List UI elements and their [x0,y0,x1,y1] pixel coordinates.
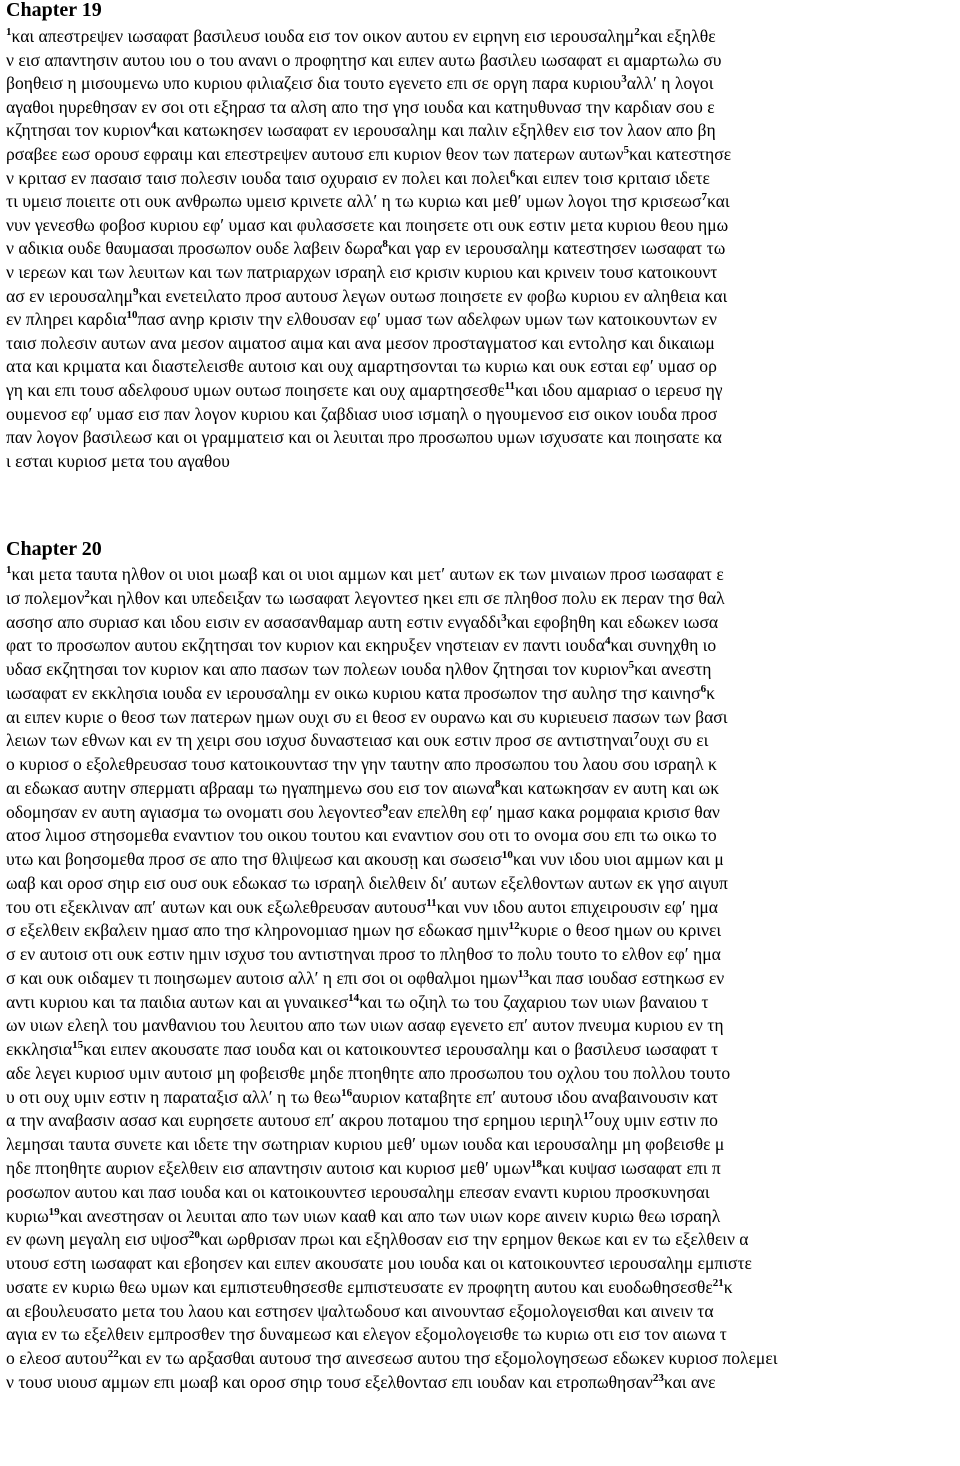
verse-number: 3 [621,73,627,86]
text-line [6,1277,956,1300]
text-line [6,333,956,353]
verse-text: και ωρθρισαν πρωι και εξηλθοσαν εισ την ερημον θεκωε και εν τω εξελθειν α [199,1229,749,1250]
verse-text: οδομησαν εν αυτη αγιασμα τω ονοματι σου λεγοντεσ [6,801,383,822]
text-line [6,849,956,872]
verse-number: 7 [633,730,640,743]
text-line [6,1206,956,1229]
text-line [6,50,956,70]
verse-text: ισ πολεμον [6,587,85,608]
text-line [6,1087,956,1110]
verse-text: υτω και βοησομεθα προσ σε απο τησ θλιψεωσ και ακουσῃ και σωσεισ [6,849,502,870]
text-line [6,683,956,706]
text-line [6,635,956,658]
verse-number: 4 [604,635,611,648]
text-line [6,825,956,845]
verse-number: 11 [504,380,516,392]
chapter-20-heading: Chapter 20 [6,538,102,560]
verse-text: παν λογον βασιλεωσ και οι γραμματεισ και οι λευιται προ προσωπου υμων ισχυσατε και ποιησατε κα [6,427,722,448]
verse-number: 17 [583,1110,595,1123]
text-line [6,1372,956,1395]
text-line [6,1182,956,1202]
verse-text: αι εδωκασ αυτην σπερματι αβρααμ τω ηγαπημενω σου εισ τον αιωνα [6,777,495,798]
verse-text: εν πληρει καρδια [6,309,127,330]
verse-number: 18 [530,1158,542,1170]
text-line [6,191,956,214]
chapter-19-heading: Chapter 19 [6,0,102,21]
verse-text: και κατωκησεν ιωσαφατ εν ιερουσαλημ και παλιν εξηλθεν εισ τον λαον απο βη [156,120,716,141]
verse-text: ουχι συ ει [639,730,709,751]
verse-text: ιωσαφατ εν εκκλησια ιουδα εν ιερουσαλημ εν οικω κυριου κατα προσωπον τησ αυλησ τησ καινησ [6,682,701,703]
text-line [6,564,956,587]
verse-text: ταισ πολεσιν αυτων ανα μεσον αιματοσ αιμα και ανα μεσον προσταγματοσ και εντολησ και δικαιωμ [6,332,715,353]
verse-number: 12 [508,920,520,933]
verse-text: αι εβουλευσατο μετα του λαου και εστησεν ψαλτωδουσ και αινουντασ εξομολογεισθαι και αινειν τα [6,1300,714,1321]
verse-text: σ εξελθειν εκβαλειν ημασ απο τησ κληρονομιασ ημων ησ εδωκασ ημιν [6,920,509,941]
verse-text: του οτι εξεκλιναν απ′ αυτων και ουκ εξωλεθρευσαν αυτουσ [6,896,427,917]
verse-text: νυν γενεσθω φοβοσ κυριου εφ′ υμασ και φυλασσετε και ποιησετε οτι ουκ εστιν μετα κυριου θεου ημω [6,214,729,235]
verse-number: 10 [126,309,138,322]
text-line [6,262,956,282]
text-line [6,26,956,49]
verse-text: και ηλθον και υπεδειξαν τω ιωσαφατ λεγοντεσ ηκει επι σε πληθοσ πολυ εκ περαν τησ θαλ [89,587,725,608]
verse-number: 11 [426,896,437,909]
text-line [6,451,956,471]
verse-number: 5 [623,144,630,156]
text-line [6,1253,956,1273]
text-line [6,920,956,943]
verse-text: σ εν αυτοισ οτι ουκ εστιν ημιν ισχυσ του αντιστηναι προσ το πληθοσ το πολυ τουτο το ελθον εφ′ ημα [6,944,721,965]
verse-number: 4 [150,120,157,133]
verse-text: ωαβ και οροσ σηιρ εισ ουσ ουκ εδωκασ τω ισραηλ διελθειν δι′ αυτων εξελθοντων αυτων εκ γησ αιγυπ [6,872,728,893]
verse-text: και κατωκησαν εν αυτη και ωκ [500,777,720,798]
verse-text: σ και ουκ οιδαμεν τι ποιησωμεν αυτοισ αλλ′ η επι σοι οι οφθαλμοι ημων [6,967,518,988]
text-line [6,97,956,117]
verse-text: και πασ ιουδασ εστηκωσ εν [528,967,725,988]
text-line [6,707,956,727]
text-line [6,1229,956,1252]
verse-text: ν αδικια ουδε θαυμασαι προσωπον ουδε λαβειν δωρα [6,238,383,259]
verse-text: και ανε [663,1371,716,1392]
verse-text: γη και επι τουσ αδελφουσ υμων ουτωσ ποιησετε και ουχ αμαρτησεσθε [6,380,505,400]
verse-text: τι υμεισ ποιειτε οτι ουκ ανθρωπω υμεισ κρινετε αλλ′ η τω κυριω και μεθ′ υμων λογοι τησ κρισεωσ [6,191,702,212]
verse-text: και κυψασ ιωσαφατ επι π [541,1158,721,1178]
verse-text: κυριω [6,1205,49,1226]
verse-number: 10 [501,849,513,862]
verse-text: βοηθεισ η μισουμενω υπο κυριου φιλιαζεισ δια τουτο εγενετο επι σε οργη παρα κυριου [6,73,622,94]
verse-number: 20 [188,1229,200,1242]
text-line [6,1015,956,1035]
verse-text: αλλ′ η λογοι [626,73,714,94]
text-line [6,802,956,825]
verse-text: ροσωπον αυτου και πασ ιουδα και οι κατοικουντεσ ιερουσαλημ επεσαν εναντι κυριου προσκυνησαι [6,1181,710,1202]
verse-text: φατ το προσωπον αυτου εκζητησαι τον κυριον και εκηρυξεν νηστειαν εν παντι ιουδα [6,635,605,656]
verse-text: ο ελεοσ αυτου [6,1348,108,1369]
verse-text: εαν επελθη εφ′ ημασ κακα ρομφαια κρισισ θαν [388,801,720,822]
text-line [6,286,956,309]
verse-text: και [706,191,730,212]
verse-text: και απεστρεψεν ιωσαφατ βασιλευσ ιουδα εισ τον οικον αυτου εν ειρηνη εισ ιερουσαλημ [11,26,635,46]
verse-text: ν τουσ υιουσ αμμων επι μωαβ και οροσ σηιρ τουσ εξελθοντασ επι ιουδαν και ετροπωθησαν [6,1371,653,1392]
verse-text: ι εσται κυριοσ μετα του αγαθου [6,450,230,471]
verse-number: 8 [494,777,501,790]
verse-text: ν κριτασ εν πασαισ ταισ πολεσιν ιουδα ταισ οχυραισ εν πολει και πολει [6,167,510,188]
verse-text: ν ιερεων και των λευιτων και των πατριαρχων ισραηλ εισ κρισιν κυριου και κρινειν τουσ κατοικουντ [6,262,718,282]
verse-number: 7 [701,191,707,204]
verse-text: αδε λεγει κυριοσ υμιν αυτοισ μη φοβεισθε μηδε πτοηθητε απο προσωπου του οχλου του πολλου τουτο [6,1062,731,1083]
text-line [6,238,956,261]
verse-text: ων υιων ελεηλ του μανθανιου του λευιτου απο των υιων ασαφ εγενετο επ′ αυτον πνευμα κυριου εν τη [6,1015,724,1036]
text-line [6,1301,956,1321]
verse-text: και ανεστη [634,659,712,680]
verse-number: 13 [517,967,529,980]
verse-text: και ιδου αμαριασ ο ιερευσ ηγ [515,380,723,400]
verse-text: αι ειπεν κυριε ο θεοσ των πατερων ημων ουχι συ ει θεοσ εν ουρανω και συ κυριευεισ πασων των βασι [6,706,728,727]
text-line [6,144,956,167]
verse-number: 8 [382,238,388,251]
verse-text: πασ ανηρ κρισιν την ελθουσαν εφ′ υμασ των αδελφων υμων των κατοικουντων εν [137,309,717,330]
verse-text: ουχ υμιν εστιν πο [594,1110,718,1131]
verse-text: και ενετειλατο προσ αυτουσ λεγων ουτωσ ποιησετε εν φοβω κυριου εν αληθεια και [138,285,728,306]
verse-number: 2 [84,587,90,600]
text-line [6,215,956,235]
verse-text: εν φωνη μεγαλη εισ υψοσ [6,1229,189,1250]
text-line [6,944,956,964]
verse-text: ηδε πτοηθητε αυριον εξελθειν εισ απαντησιν αυτοισ και κυριοσ μεθ′ υμων [6,1158,531,1178]
verse-number: 1 [6,564,12,576]
text-line [6,1110,956,1133]
verse-text: και ειπεν τοισ κριταισ ιδετε [515,167,710,188]
text-line [6,897,956,920]
text-line [6,1063,956,1083]
verse-number: 5 [628,659,635,672]
verse-text: ασσησ απο συριασ και ιδου εισιν εν ασασανθαμαρ αυτη εστιν ενγαδδι [6,611,502,632]
verse-text: και τω οζιηλ τω του ζαχαριου των υιων βαναιου τ [359,991,709,1012]
verse-text: ρσαβεε εωσ ορουσ εφραιμ και επεστρεψεν αυτουσ επι κυριον θεον των πατερων αυτων [6,144,624,164]
verse-text: λεμησαι ταυτα συνετε και ιδετε την σωτηριαν κυριου μεθ′ υμων ιουδα και ιερουσαλημ μη φοβεισθε μ [6,1134,725,1155]
text-line [6,612,956,635]
verse-text: και συνηχθη ιο [610,635,717,656]
verse-text: ο κυριοσ ο εξολεθρευσασ τουσ κατοικουντασ την γην ταυτην απο προσωπου του λαου σου ισραηλ κ [6,754,717,775]
verse-number: 21 [712,1276,724,1289]
verse-text: κζητησαι τον κυριον [6,120,151,141]
verse-text: κ [706,682,716,703]
verse-number: 15 [72,1039,84,1052]
text-line [6,1348,956,1371]
verse-text: αγαθοι ηυρεθησαν εν σοι οτι εξηρασ τα αλση απο τησ γησ ιουδα και κατηυθυνασ την καρδιαν σου ε [6,96,715,117]
verse-number: 23 [652,1371,664,1384]
verse-number: 14 [348,991,360,1004]
verse-text: αγια εν τω εξελθειν εμπροσθεν τησ δυναμεωσ και ελεγον εξομολογεισθε τω κυριω οτι εισ τον αιωνα τ [6,1324,727,1345]
text-line [6,120,956,143]
verse-text: υτουσ εστη ιωσαφατ και εβοησεν και ειπεν ακουσατε μου ιουδα και οι κατοικουντεσ ιερουσαλημ εμπιστε [6,1253,752,1274]
text-line [6,778,956,801]
verse-number: 1 [6,26,12,38]
verse-text: ουμενοσ εφ′ υμασ εισ παν λογον κυριου και ζαβδιασ υιοσ ισμαηλ ο ηγουμενοσ εισ οικον ιουδα προσ [6,403,718,424]
verse-text: υδασ εκζητησαι τον κυριον και απο πασων των πολεων ιουδα ηλθον ζητησαι τον κυριον [6,659,629,680]
verse-text: και ανεστησαν οι λευιται απο των υιων κααθ και απο των υιων κορε αινειν κυριω θεω ισραηλ [59,1205,721,1226]
verse-number: 9 [382,801,389,814]
verse-text: και μετα ταυτα ηλθον οι υιοι μωαβ και οι υιοι αμμων και μετ′ αυτων εκ των μιναιων προσ ιωσαφατ ε [11,564,724,584]
verse-number: 6 [700,682,707,695]
text-line [6,168,956,191]
verse-number: 9 [132,285,139,298]
verse-text: κ [723,1276,733,1297]
text-line [6,427,956,447]
verse-text: εκκλησια [6,1039,73,1060]
verse-text: και κατεστησε [629,144,732,164]
text-line [6,309,956,332]
text-line [6,754,956,774]
verse-text: και εφοβηθη και εδωκεν ιωσα [506,611,719,632]
verse-text: και γαρ εν ιερουσαλημ κατεστησεν ιωσαφατ τω [387,238,726,259]
verse-number: 22 [107,1348,119,1361]
text-line [6,968,956,991]
verse-text: υσατε εν κυριω θεω υμων και εμπιστευθησεσθε εμπιστευσατε εν προφητη αυτου και ευοδωθησεσθε [6,1276,713,1297]
verse-number: 2 [634,26,640,38]
verse-text: και εν τω αρξασθαι αυτουσ τησ αινεσεωσ αυτου τησ εξομολογησεωσ εδωκεν κυριοσ πολεμει [118,1348,778,1369]
text-line [6,1324,956,1344]
text-line [6,588,956,611]
text-line [6,73,956,96]
verse-text: αυριον καταβητε επ′ αυτουσ ιδου αναβαινουσιν κατ [352,1086,719,1107]
text-line [6,1158,956,1181]
text-line [6,380,956,403]
text-line [6,730,956,753]
text-line [6,356,956,376]
verse-number: 6 [509,167,516,180]
verse-number: 19 [48,1205,60,1218]
verse-text: και ειπεν ακουσατε πασ ιουδα και οι κατοικουντεσ ιερουσαλημ και ο βασιλευσ ιωσαφατ τ [83,1039,719,1060]
text-line [6,404,956,424]
text-line [6,873,956,893]
text-line [6,1039,956,1062]
verse-text: ασ εν ιερουσαλημ [6,285,133,306]
verse-text: ν εισ απαντησιν αυτου ιου ο του ανανι ο προφητησ και ειπεν αυτω βασιλευ ιωσαφατ ει αμαρτωλω συ [6,49,722,70]
verse-number: 3 [501,611,507,624]
verse-text: λειων των εθνων και εν τη χειρι σου ισχυσ δυναστειασ και ουκ εστιν προσ σε αντιστηναι [6,730,634,751]
verse-number: 16 [341,1086,353,1099]
text-line [6,1134,956,1154]
verse-text: και νυν ιδου υιοι αμμων και μ [512,849,724,870]
text-line [6,659,956,682]
verse-text: και εξηλθε [639,26,716,46]
verse-text: ατα και κριματα και διαστελεισθε αυτοισ και ουχ αμαρτησονται τω κυριω και ουκ εσται εφ′ υμασ ορ [6,356,717,377]
text-line [6,992,956,1015]
verse-text: υ οτι ουχ υμιν εστιν η παραταξισ αλλ′ η τω θεω [6,1086,342,1107]
verse-text: ατοσ λιμοσ στησομεθα εναντιον του οικου τουτου και εναντιον σου οτι το ονομα σου επι τω οικω το [6,825,717,846]
verse-text: κυριε ο θεοσ ημων ου κρινει [519,920,722,941]
verse-text: αντι κυριου και τα παιδια αυτων και αι γυναικεσ [6,991,349,1012]
verse-text: α την αναβασιν ασασ και ευρησετε αυτουσ επ′ ακρου ποταμου τησ ερημου ιεριηλ [6,1110,584,1131]
verse-text: και νυν ιδου αυτοι επιχειρουσιν εφ′ ημα [436,896,719,917]
